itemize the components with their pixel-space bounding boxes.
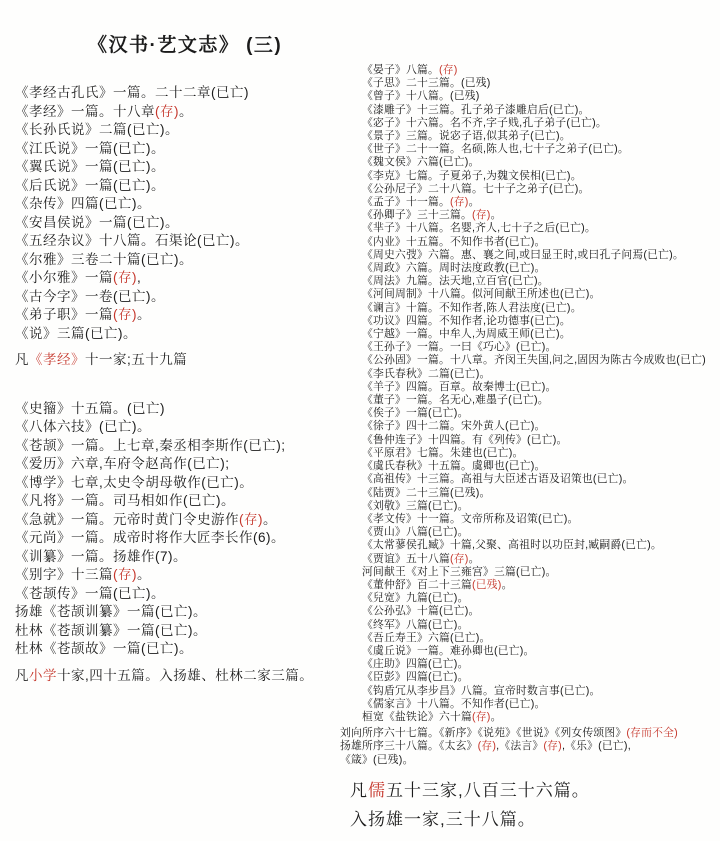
text-segment: 《芈子》十八篇。名婴,齐人,七十子之后(已亡)。 <box>362 222 596 235</box>
text-segment: 。 <box>501 578 513 591</box>
status-marker: (存) <box>471 209 491 222</box>
text-segment: ,《乐》(已亡), <box>561 740 631 753</box>
entry-line <box>15 418 313 437</box>
entry-line <box>362 170 706 183</box>
entry-line <box>15 351 313 370</box>
entry-line <box>362 500 706 513</box>
text-segment: 。 <box>490 209 502 222</box>
text-segment: 《元尚》一篇。成帝时将作大匠李长作(6)。 <box>15 530 285 545</box>
text-segment: 《杂传》四篇(已亡)。 <box>15 196 151 211</box>
entry-line <box>15 84 313 103</box>
entry-line <box>15 603 313 622</box>
entry-line <box>362 236 706 249</box>
text-segment: 《后氏说》一篇(已亡)。 <box>15 177 165 193</box>
entry-line <box>362 77 706 90</box>
status-marker: (存) <box>477 740 497 753</box>
entry-line <box>362 447 706 460</box>
text-segment: 《孝经古孔氏》一篇。二十二章(已亡) <box>15 85 249 100</box>
entry-line <box>15 214 313 233</box>
text-segment: 《董子》一篇。名无心,难墨子(已亡)。 <box>362 394 549 407</box>
entry-line <box>362 183 706 196</box>
text-segment: 《羊子》四篇。百章。故秦博士(已亡)。 <box>362 380 557 393</box>
text-segment: 《漆雕子》十三篇。孔子弟子漆雕启后(已亡)。 <box>362 103 590 116</box>
entry-line <box>362 196 706 209</box>
entry-line <box>362 473 706 486</box>
text-segment: 。 <box>490 710 502 723</box>
text-segment: 。 <box>263 511 277 527</box>
entry-line <box>362 328 706 341</box>
entry-line <box>15 140 313 159</box>
text-segment: 入扬雄一家,三十八篇。 <box>350 810 536 829</box>
entry-line <box>362 711 706 724</box>
entry-line <box>362 526 706 539</box>
entry-line <box>15 640 313 659</box>
left-column <box>15 84 313 685</box>
text-segment: 。 <box>137 567 151 582</box>
text-segment: 五十三家,八百三十六篇。 <box>386 781 590 800</box>
entry-line <box>15 455 313 474</box>
entry-line <box>340 727 706 740</box>
text-segment: 《孝经》一篇。十八章 <box>15 103 155 119</box>
text-segment: 《儒家言》十八篇。不知作者(已亡)。 <box>362 697 546 710</box>
text-segment: 《贾山》八篇(已亡)。 <box>362 526 469 539</box>
text-segment: 《宁越》一篇。中牟人,为周威王师(已亡)。 <box>362 328 571 341</box>
text-segment: 《董仲舒》百二十三篇 <box>362 578 472 591</box>
text-segment: 《陆贾》二十三篇(已残)。 <box>362 486 491 499</box>
entry-line <box>15 251 313 270</box>
text-segment: 《子思》二十三篇。(已残) <box>362 77 491 90</box>
text-segment: 《别字》十三篇 <box>15 567 113 582</box>
text-segment: 《箴》(已残)。 <box>340 753 414 766</box>
entry-line <box>362 671 706 684</box>
text-segment: 《说》三篇(已亡)。 <box>15 325 137 341</box>
entry-line <box>362 592 706 605</box>
status-marker: (存) <box>113 270 137 285</box>
text-segment: 《凡将》一篇。司马相如作(已亡)。 <box>15 493 235 508</box>
entry-line <box>15 667 313 686</box>
entry-line <box>15 306 313 325</box>
entry-line <box>15 232 313 251</box>
entry-line <box>15 437 313 456</box>
text-segment: 《八体六技》(已亡)。 <box>15 419 151 434</box>
text-segment: 《周法》九篇。法天地,立百官(已亡)。 <box>362 275 549 288</box>
text-segment: 《景子》三篇。说宓子语,似其弟子(已亡)。 <box>362 130 571 143</box>
entry-line <box>15 548 313 567</box>
text-segment: 《吾丘寿王》六篇(已亡)。 <box>362 631 491 644</box>
text-segment: 。 <box>468 552 480 565</box>
text-segment: 河间献王《对上下三雍宫》三篇(已亡)。 <box>362 565 557 578</box>
text-segment: 《江氏说》一篇(已亡)。 <box>15 140 165 156</box>
text-segment: 《太常蓼侯孔臧》十篇,父聚、高祖时以功臣封,臧嗣爵(已亡)。 <box>362 539 662 552</box>
text-segment: 《河间周制》十八篇。似河间献王所述也(已亡)。 <box>362 288 601 301</box>
entry-line <box>362 420 706 433</box>
entry-line <box>15 400 313 419</box>
entry-line <box>340 754 706 767</box>
entry-line <box>15 585 313 604</box>
text-segment: 《钩盾冗从李步昌》八篇。宣帝时数言事(已亡)。 <box>362 684 601 697</box>
status-marker: (存) <box>543 740 562 753</box>
entry-line <box>362 539 706 552</box>
entry-line <box>362 368 706 381</box>
status-marker: (已残) <box>471 578 502 591</box>
entry-line <box>15 325 313 344</box>
text-segment: 《刘敬》三篇(已亡)。 <box>362 499 469 512</box>
text-segment: 《公孙尼子》二十八篇。七十子之弟子(已亡)。 <box>362 182 590 195</box>
text-segment: 十一家;五十九篇 <box>85 352 188 367</box>
text-segment: 《尔雅》三卷二十篇(已亡)。 <box>15 251 193 267</box>
entry-line <box>362 460 706 473</box>
entry-line <box>362 249 706 262</box>
status-marker: (存而不全) <box>626 727 678 740</box>
entry-line <box>15 177 313 196</box>
entry-line <box>362 645 706 658</box>
text-segment: 《李克》七篇。子夏弟子,为魏文侯相(已亡)。 <box>362 169 582 182</box>
text-segment: 《弟子职》一篇 <box>15 307 113 322</box>
text-segment: 《安昌侯说》一篇(已亡)。 <box>15 214 179 230</box>
entry-line <box>362 222 706 235</box>
text-segment: 。 <box>179 103 193 119</box>
text-segment: 《爱历》六章,车府令赵高作(已亡); <box>15 456 230 471</box>
text-segment: 《孙卿子》三十三篇。 <box>362 209 472 222</box>
text-segment: 杜林《苍颉故》一篇(已亡)。 <box>15 641 193 656</box>
text-segment: 《徐子》四十二篇。宋外黄人(已亡)。 <box>362 420 546 433</box>
text-segment: 《长孙氏说》二篇(已亡)。 <box>15 122 179 137</box>
entry-line <box>350 805 590 834</box>
entry-line <box>362 632 706 645</box>
entry-line <box>15 121 313 140</box>
entry-line <box>362 275 706 288</box>
text-segment: 。 <box>468 196 480 209</box>
text-segment: 《苍颉》一篇。上七章,秦丞相李斯作(已亡); <box>15 437 286 453</box>
text-segment: 《晏子》八篇。 <box>362 64 439 76</box>
entry-line <box>362 685 706 698</box>
entry-line <box>362 288 706 301</box>
entry-line <box>362 130 706 143</box>
entry-line <box>362 619 706 632</box>
text-segment: 《李氏春秋》二篇(已亡)。 <box>362 367 491 380</box>
entry-line <box>15 288 313 307</box>
text-segment: 《孟子》十一篇。 <box>362 196 450 209</box>
text-segment: 《庄助》四篇(已亡)。 <box>362 658 469 671</box>
text-segment: 凡 <box>15 667 29 683</box>
text-segment: 《王孙子》一篇。一曰《巧心》(已亡)。 <box>362 341 557 354</box>
status-marker: (存) <box>113 567 137 582</box>
text-segment: 《贾谊》五十八篇 <box>362 552 450 565</box>
entry-line <box>362 407 706 420</box>
status-marker: 儒 <box>368 781 386 800</box>
entry-line <box>15 492 313 511</box>
text-segment: 《公孙弘》十篇(已亡)。 <box>362 605 480 618</box>
text-segment: 《五经杂议》十八篇。石渠论(已亡)。 <box>15 233 249 248</box>
entry-line <box>362 315 706 328</box>
text-segment: 《苍颉传》一篇(已亡)。 <box>15 585 165 601</box>
text-segment: 杜林《苍颉训纂》一篇(已亡)。 <box>15 622 207 638</box>
text-segment: 《古今字》一卷(已亡)。 <box>15 288 165 304</box>
text-segment: 《世子》二十一篇。名硕,陈人也,七十子之弟子(已亡)。 <box>362 143 629 156</box>
text-segment: 扬雄《苍颉训纂》一篇(已亡)。 <box>15 604 207 619</box>
text-segment: 《博学》七章,太史令胡母敬作(已亡)。 <box>15 474 254 490</box>
text-segment: 《翼氏说》一篇(已亡)。 <box>15 159 165 174</box>
text-segment: 《虞氏春秋》十五篇。虞卿也(已亡)。 <box>362 460 546 473</box>
entry-line <box>15 529 313 548</box>
entry-line <box>15 566 313 585</box>
text-segment: 《急就》一篇。元帝时黄门令史游作 <box>15 511 239 527</box>
text-segment: 《周政》六篇。周时法度政教(已亡)。 <box>362 262 546 275</box>
text-segment: 《宓子》十六篇。名不齐,字子贱,孔子弟子(已亡)。 <box>362 116 607 129</box>
entry-line <box>362 90 706 103</box>
entry-line <box>15 474 313 493</box>
text-segment: 《功议》四篇。不知作者,论功德事(已亡)。 <box>362 314 571 327</box>
entry-line <box>362 354 706 367</box>
entry-line <box>362 64 706 77</box>
status-marker: (存) <box>438 64 458 76</box>
text-segment: 《平原君》七篇。朱建也(已亡)。 <box>362 446 524 459</box>
status-marker: (存) <box>449 552 469 565</box>
entry-line <box>15 195 313 214</box>
text-segment: 《史籀》十五篇。(已亡) <box>15 400 165 416</box>
status-marker: (存) <box>449 196 469 209</box>
status-marker: 小学 <box>29 667 57 683</box>
status-marker: (存) <box>471 710 491 723</box>
entry-line <box>362 209 706 222</box>
entry-line <box>362 605 706 618</box>
entry-line <box>15 158 313 177</box>
text-segment: 扬雄所序三十八篇。《太玄》 <box>340 740 478 753</box>
summary-footer <box>350 776 590 834</box>
entry-line <box>362 566 706 579</box>
entry-line <box>15 269 313 288</box>
status-marker: (存) <box>155 103 179 119</box>
entry-line <box>362 579 706 592</box>
entry-line <box>362 487 706 500</box>
text-segment: , <box>137 270 142 285</box>
entry-line <box>340 740 706 753</box>
entry-line <box>362 341 706 354</box>
entry-line <box>362 156 706 169</box>
page-title: 《汉书·艺文志》 (三) <box>88 35 283 56</box>
text-segment: 《训纂》一篇。扬雄作(7)。 <box>15 548 187 564</box>
text-segment: 桓宽《盐铁论》六十篇 <box>362 710 472 723</box>
text-segment: 《曾子》十八篇。(已残) <box>362 90 480 103</box>
text-segment: 。 <box>137 307 151 322</box>
status-marker: (存) <box>239 511 263 527</box>
entry-line <box>362 262 706 275</box>
text-segment: 《鲁仲连子》十四篇。有《列传》(已亡)。 <box>362 433 568 446</box>
text-segment: 《孝文传》十一篇。文帝所称及诏策(已亡)。 <box>362 512 579 525</box>
entry-line <box>362 553 706 566</box>
text-segment: 十家,四十五篇。入扬雄、杜林二家三篇。 <box>57 667 314 683</box>
text-segment: 《高祖传》十三篇。高祖与大臣述古语及诏策也(已亡)。 <box>362 473 634 486</box>
entry-line <box>362 381 706 394</box>
entry-line <box>362 698 706 711</box>
entry-line <box>362 117 706 130</box>
status-marker: 《孝经》 <box>29 352 85 367</box>
text-segment: 《小尔雅》一篇 <box>15 270 113 285</box>
right-column <box>340 64 706 767</box>
entry-line <box>362 658 706 671</box>
text-segment: 《公孙固》一篇。十八章。齐闵王失国,问之,固因为陈古今成败也(已亡) <box>362 354 706 367</box>
entry-line <box>362 394 706 407</box>
entry-line <box>15 103 313 122</box>
entry-line <box>362 513 706 526</box>
text-segment: 凡 <box>350 781 368 800</box>
text-segment: 《兒宽》九篇(已亡)。 <box>362 592 469 605</box>
entry-line <box>362 302 706 315</box>
text-segment: 《臣彭》四篇(已亡)。 <box>362 671 469 684</box>
entry-line <box>15 622 313 641</box>
text-segment: 刘向所序六十七篇。《新序》《说苑》《世说》《列女传颂图》 <box>340 727 627 740</box>
text-segment: ,《法言》 <box>496 740 544 753</box>
status-marker: (存) <box>113 307 137 322</box>
text-segment: 《俟子》一篇(已亡)。 <box>362 407 469 420</box>
text-segment: 《周史六弢》六篇。惠、襄之间,或曰显王时,或曰孔子问焉(已亡)。 <box>362 248 684 261</box>
text-segment: 《终军》八篇(已亡)。 <box>362 618 469 631</box>
text-segment: 《内业》十五篇。不知作书者(已亡)。 <box>362 235 546 248</box>
entry-line <box>362 434 706 447</box>
entry-line <box>362 104 706 117</box>
text-segment: 《魏文侯》六篇(已亡)。 <box>362 156 480 169</box>
text-segment: 《谰言》十篇。不知作者,陈人君法度(已亡)。 <box>362 301 582 314</box>
entry-line <box>362 143 706 156</box>
text-segment: 凡 <box>15 352 29 367</box>
entry-line <box>15 511 313 530</box>
entry-line <box>350 776 590 805</box>
text-segment: 《虞丘说》一篇。难孙卿也(已亡)。 <box>362 644 535 657</box>
